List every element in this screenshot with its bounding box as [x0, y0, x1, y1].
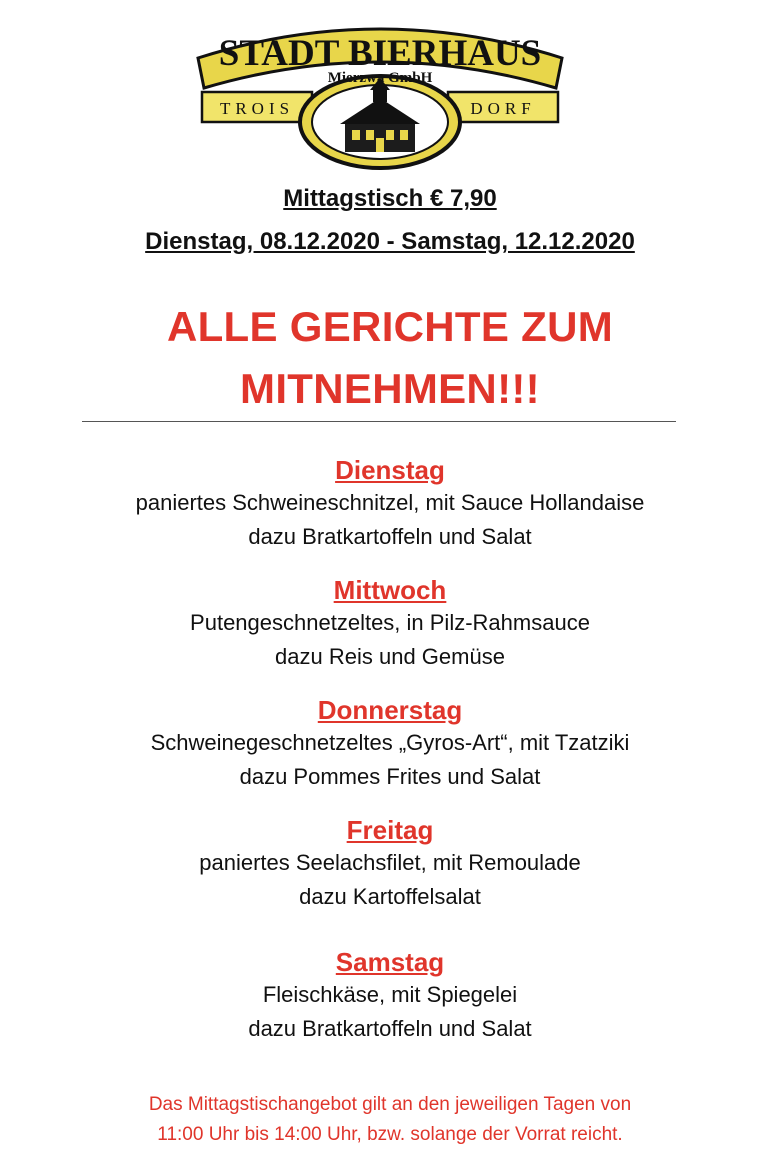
logo-graphic	[190, 10, 570, 170]
day-side: dazu Bratkartoffeln und Salat	[248, 524, 532, 549]
day-dish: Putengeschnetzeltes, in Pilz-Rahmsauce	[190, 610, 590, 635]
day-section-samstag	[0, 946, 780, 1046]
notice-line-2: 11:00 Uhr bis 14:00 Uhr, bzw. solange der Vorrat reicht.	[157, 1124, 623, 1145]
day-dish: Fleischkäse, mit Spiegelei	[262, 982, 518, 1007]
day-side: dazu Reis und Gemüse	[275, 644, 505, 669]
day-name: Donnerstag	[317, 695, 463, 725]
lunch-date-range: Dienstag, 08.12.2020 - Samstag, 12.12.2020	[145, 228, 635, 255]
headline-line-2: MITNEHMEN!!!	[240, 365, 540, 412]
logo-city-left: TROIS	[219, 99, 295, 118]
day-section-donnerstag	[0, 694, 780, 794]
day-name: Freitag	[346, 815, 434, 845]
day-name: Dienstag	[335, 455, 445, 485]
day-name: Mittwoch	[333, 575, 447, 605]
day-side: dazu Kartoffelsalat	[299, 884, 481, 909]
lunch-price-title: Mittagstisch € 7,90	[283, 185, 497, 212]
offer-notice	[0, 1090, 780, 1150]
day-dish: paniertes Seelachsfilet, mit Remoulade	[199, 850, 581, 875]
day-side: dazu Bratkartoffeln und Salat	[248, 1016, 532, 1041]
logo-name: STADT BIERHAUS	[218, 33, 542, 74]
takeaway-headline	[0, 296, 780, 420]
logo-company: Mierzwa GmbH	[327, 70, 433, 86]
stadt-bierhaus-logo	[190, 10, 570, 170]
day-dish: Schweinegeschnetzeltes „Gyros-Art“, mit Tzatziki	[150, 730, 630, 755]
divider	[82, 421, 676, 422]
day-section-freitag	[0, 814, 780, 914]
headline-line-1: ALLE GERICHTE ZUM	[166, 303, 614, 350]
day-section-dienstag	[0, 454, 780, 554]
day-side: dazu Pommes Frites und Salat	[239, 764, 541, 789]
notice-line-1: Das Mittagstischangebot gilt an den jeweiligen Tagen von	[148, 1094, 632, 1115]
day-dish: paniertes Schweineschnitzel, mit Sauce Hollandaise	[135, 490, 645, 515]
day-section-mittwoch	[0, 574, 780, 674]
day-name: Samstag	[335, 947, 445, 977]
logo-city-right: DORF	[470, 99, 536, 118]
